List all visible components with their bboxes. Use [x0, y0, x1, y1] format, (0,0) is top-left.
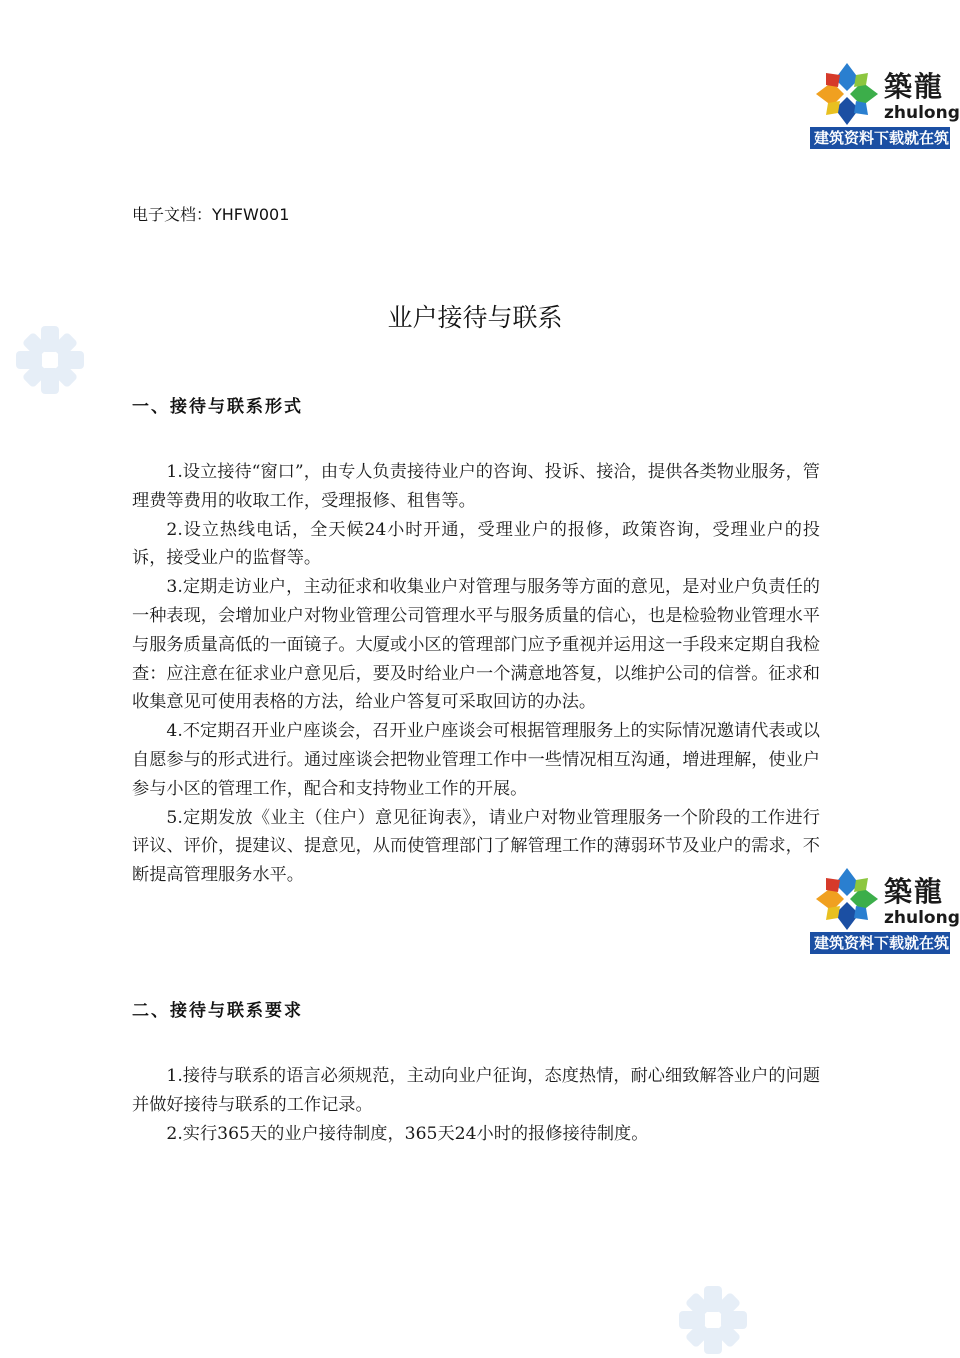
zhulong-logo [810, 866, 960, 956]
logo-brand-en: zhulong [884, 908, 960, 928]
paragraph: 1.设立接待“窗口”，由专人负责接待业户的咨询、投诉、接洽，提供各类物业服务，管理费等费用的收取工作，受理报修、租售等。 [132, 462, 820, 511]
paragraph: 2.设立热线电话，全天候24小时开通，受理业户的报修，政策咨询，受理业户的投诉，接受业户的监督等。 [132, 519, 820, 569]
logo-brand-cn: 築龍 [884, 70, 945, 103]
section-heading: 一、接待与联系形式 [132, 397, 303, 417]
paragraph: 2.实行365天的业户接待制度，365天24小时的报修接待制度。 [166, 1123, 649, 1144]
logo-brand-cn: 築龍 [884, 875, 945, 908]
logo-banner: 建筑资料下载就在筑 [810, 127, 950, 149]
paragraph: 5.定期发放《业主（住户）意见征询表》，请业户对物业管理服务一个阶段的工作进行评议、评价，提建议、提意见，从而使管理部门了解管理工作的薄弱环节及业户的需求，不断提高管理服务水平。 [132, 807, 820, 886]
section-body [132, 458, 820, 890]
zhulong-logo [810, 61, 960, 151]
paragraph: 4.不定期召开业户座谈会，召开业户座谈会可根据管理服务上的实际情况邀请代表或以自愿参与的形式进行。通过座谈会把物业管理工作中一些情况相互沟通，增进理解，使业户参与小区的管理工作，配合和支持物业工作的开展。 [132, 721, 820, 799]
zhulong-logo-icon [814, 866, 880, 932]
zhulong-logo-icon [814, 61, 880, 127]
logo-brand-en: zhulong [884, 103, 960, 123]
paragraph: 1.接待与联系的语言必须规范，主动向业户征询，态度热情，耐心细致解答业户的问题并做好接待与联系的工作记录。 [132, 1066, 820, 1115]
page-title: 业户接待与联系 [387, 303, 563, 332]
section-body [132, 1062, 820, 1148]
logo-banner: 建筑资料下载就在筑 [810, 932, 950, 954]
watermark-flower-icon [675, 1282, 751, 1358]
document-id: 电子文档：YHFW001 [132, 205, 290, 224]
section-heading: 二、接待与联系要求 [132, 1001, 303, 1021]
paragraph: 3.定期走访业户，主动征求和收集业户对管理与服务等方面的意见，是对业户负责任的一种表现，会增加业户对物业管理公司管理水平与服务质量的信心，也是检验物业管理水平与服务质量高低的一面镜子。大厦或小区的管理部门应予重视并运用这一手段来定期自我检查：应注意在征求业户意见后，要及时给业户一个满意地答复，以维护公司的信誉。征求和收集意见可使用表格的方法，给业户答复可采取回访的办法。 [132, 577, 820, 713]
